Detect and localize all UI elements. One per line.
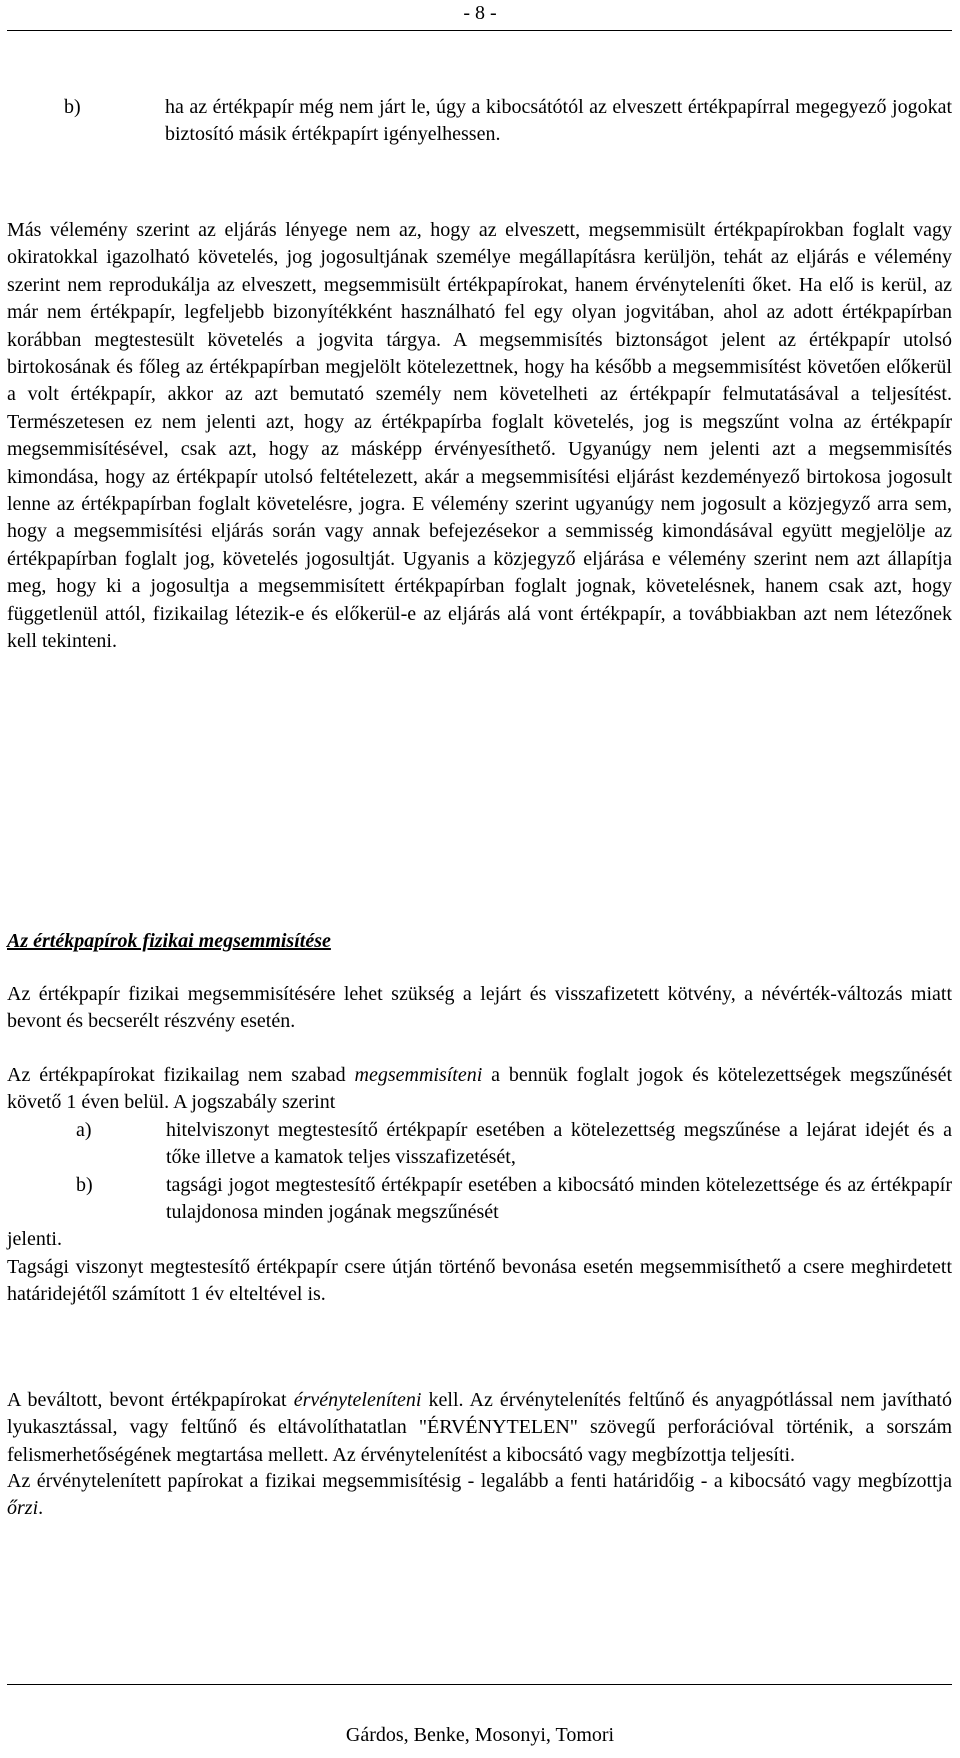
emphasis-text: érvényteleníteni bbox=[293, 1389, 422, 1411]
footer-authors: Gárdos, Benke, Mosonyi, Tomori bbox=[345, 1724, 615, 1746]
paragraph-tail: jelenti. bbox=[7, 1228, 62, 1251]
paragraph-prohibition bbox=[7, 1062, 952, 1309]
emphasis-text: megsemmisíteni bbox=[354, 1064, 483, 1086]
list-label: b) bbox=[76, 1173, 93, 1196]
paragraph-storage bbox=[7, 1468, 952, 1523]
list-label: b) bbox=[64, 96, 81, 118]
list-label: a) bbox=[76, 1118, 92, 1141]
list-item-a bbox=[7, 1117, 952, 1172]
emphasis-text: őrzi bbox=[7, 1497, 39, 1520]
paragraph-invalidation bbox=[7, 1387, 952, 1469]
list-text: ha az értékpapír még nem járt le, úgy a kibocsátótól az elveszett értékpapírral megegyező jogokat biztosító másik értékpapírt igényelhessen. bbox=[165, 96, 952, 146]
text-run: Az értékpapírokat fizikailag nem szabad bbox=[7, 1064, 355, 1086]
list-text: hitelviszonyt megtestesítő értékpapír esetében a kötelezettség megszűnése a lejárat idejét és a tőke illetve a kamatok teljes visszafizetését, bbox=[166, 1118, 952, 1169]
text-run: kell. Az érvénytelenítés feltűnő és anyagpótlással nem javítható lyukasztással, vagy feltűnő és eltávolíthatatlan "ÉRVÉNYTELEN" szövegű perforációval történik, a sorszám felismerhetőségének megtartása mellett. Az érvénytelenítést a kibocsátó vagy megbízottja teljesíti. bbox=[7, 1389, 952, 1466]
text-run: . bbox=[38, 1497, 44, 1520]
main-paragraph bbox=[7, 217, 952, 656]
paragraph-text: Az értékpapír fizikai megsemmisítésére lehet szükség a lejárt és visszafizetett kötvény, a névérték-változás miatt bevont és becserélt részvény esetén. bbox=[7, 983, 952, 1033]
list-text: tagsági jogot megtestesítő értékpapír esetében a kibocsátó minden kötelezettsége és az értékpapír tulajdonosa minden jogának megszűnését bbox=[166, 1173, 952, 1224]
paragraph-text: Más vélemény szerint az eljárás lényege nem az, hogy az elveszett, megsemmisült értékpapírokban foglalt vagy okiratokkal igazolható követelés, jog jogosultjának személye megállapításra kerüljön, tehát az eljárás e vélemény szerint nem reprodukálja az elveszett, megsemmisült értékpapírokat, hanem érvényteleníti őket. Ha elő is kerül, az már nem értékpapír, legfeljebb bizonyítékként használható fel egy olyan jogvitában, ahol az adott értékpapírban korábban megtestesült követelés a jogvita tárgya. A megsemmisítés biztonságot jelent az értékpapír utolsó birtokosának és főleg az értékpapírban megjelölt kötelezettnek, hogy ha később a megsemmisítést követően előkerül a volt értékpapír, akkor az azt bemutató személy nem követelheti az értékpapír felmutatásával a teljesítést. Természetesen ez nem jelenti azt, hogy az értékpapírba foglalt követelés, jog is megszűnt volna az értékpapír megsemmisítésével, csak azt, hogy az másképp érvényesíthető. Ugyanúgy nem jelenti azt a megsemmisítés kimondása, hogy az értékpapír utolsó feltételezett, akár a megsemmisítési eljárást kezdeményező birtokosa jogosult lenne az értékpapírban foglalt követelésre, jogra. E vélemény szerint ugyanúgy nem jogosult a közjegyző arra sem, hogy a megsemmisítési eljárás során vagy annak befejezésekor a semmisség kimondásával együtt megjelölje az értékpapírban foglalt jog, követelés jogosultját. Ugyanis a közjegyző eljárása e vélemény szerint nem azt állapítja meg, hogy ki a jogosultja a megsemmisített értékpapírban foglalt jognak, követelésnek, hanem csak azt, hogy függetlenül attól, fizikailag létezik-e és előkerül-e az eljárás alá vont értékpapír, a továbbiakban azt nem létezőnek kell tekinteni. bbox=[7, 219, 952, 653]
list-item-b bbox=[7, 1172, 952, 1227]
paragraph-physical-destruction bbox=[7, 981, 952, 1036]
page-number: - 8 - bbox=[463, 2, 497, 24]
list-item-b-continued bbox=[7, 94, 952, 149]
section-heading: Az értékpapírok fizikai megsemmisítése bbox=[7, 930, 331, 952]
paragraph-text: Tagsági viszonyt megtestesítő értékpapír csere útján történő bevonása esetén megsemmisíthető a csere meghirdetett határidejétől számított 1 év elteltével is. bbox=[7, 1255, 952, 1306]
text-run: A beváltott, bevont értékpapírokat bbox=[7, 1389, 294, 1411]
header-rule bbox=[7, 30, 952, 31]
footer-rule bbox=[7, 1684, 952, 1685]
text-run: a bennük foglalt jogok és kötelezettségek megszűnését követő 1 éven belül. A jogszabály szerint bbox=[7, 1064, 953, 1114]
text-run: Az érvénytelenített papírokat a fizikai megsemmisítésig - legalább a fenti határidőig - a kibocsátó vagy megbízottja bbox=[7, 1470, 952, 1492]
paragraph-intro bbox=[7, 1062, 952, 1117]
